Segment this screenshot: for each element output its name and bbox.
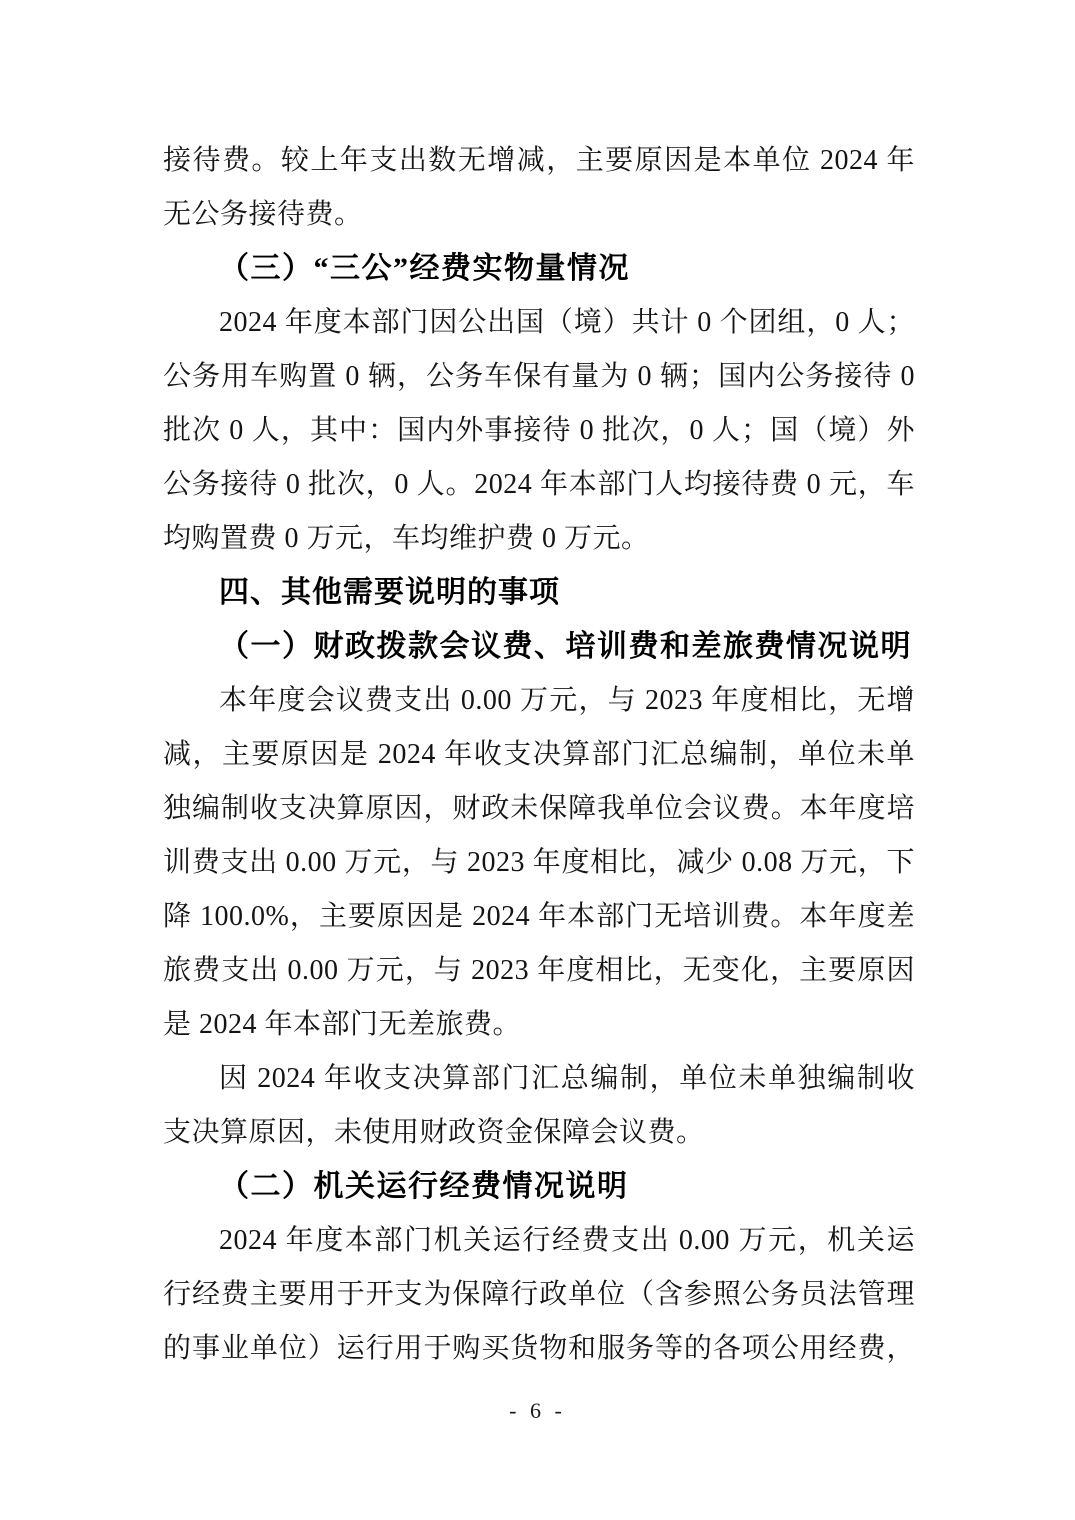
text-line: 无公务接待费。 [163,199,363,230]
page-number: - 6 - [509,1398,566,1423]
text-line: 2024 年度本部门机关运行经费支出 0.00 万元，机关运 [219,1225,915,1256]
text-line: 的事业单位）运行用于购买货物和服务等的各项公用经费， [163,1333,915,1364]
text-line: 均购置费 0 万元，车均维护费 0 万元。 [163,523,650,554]
text-line: 2024 年度本部门因公出国（境）共计 0 个团组，0 人； [219,307,915,338]
text-line: 本年度会议费支出 0.00 万元，与 2023 年度相比，无增 [219,685,915,716]
text-line: 支决算原因，未使用财政资金保障会议费。 [163,1117,705,1148]
text-line: 减，主要原因是 2024 年收支决算部门汇总编制，单位未单 [163,739,915,770]
text-line: 公务用车购置 0 辆，公务车保有量为 0 辆；国内公务接待 0 [163,361,915,392]
text-line: 降 100.0%，主要原因是 2024 年本部门无培训费。本年度差 [163,901,915,932]
subsection-heading: （二）机关运行经费情况说明 [219,1170,629,1203]
text-line: 因 2024 年收支决算部门汇总编制，单位未单独编制收 [219,1063,915,1094]
page-footer [0,1398,1075,1424]
text-line: 行经费主要用于开支为保障行政单位（含参照公务员法管理 [163,1279,915,1310]
subsection-heading: （一）财政拨款会议费、培训费和差旅费情况说明 [219,630,912,663]
text-line: 公务接待 0 批次，0 人。2024 年本部门人均接待费 0 元，车 [163,469,915,500]
text-line: 接待费。较上年支出数无增减，主要原因是本单位 2024 年 [163,145,915,176]
text-line: 训费支出 0.00 万元，与 2023 年度相比，减少 0.08 万元，下 [163,847,915,878]
text-line: 批次 0 人，其中：国内外事接待 0 批次，0 人；国（境）外 [163,415,915,446]
subsection-heading: （三）“三公”经费实物量情况 [219,252,630,285]
section-heading: 四、其他需要说明的事项 [219,576,560,609]
text-line: 是 2024 年本部门无差旅费。 [163,1009,522,1040]
document-content [163,134,915,1376]
text-line: 旅费支出 0.00 万元，与 2023 年度相比，无变化，主要原因 [163,955,915,986]
text-line: 独编制收支决算原因，财政未保障我单位会议费。本年度培 [163,793,915,824]
